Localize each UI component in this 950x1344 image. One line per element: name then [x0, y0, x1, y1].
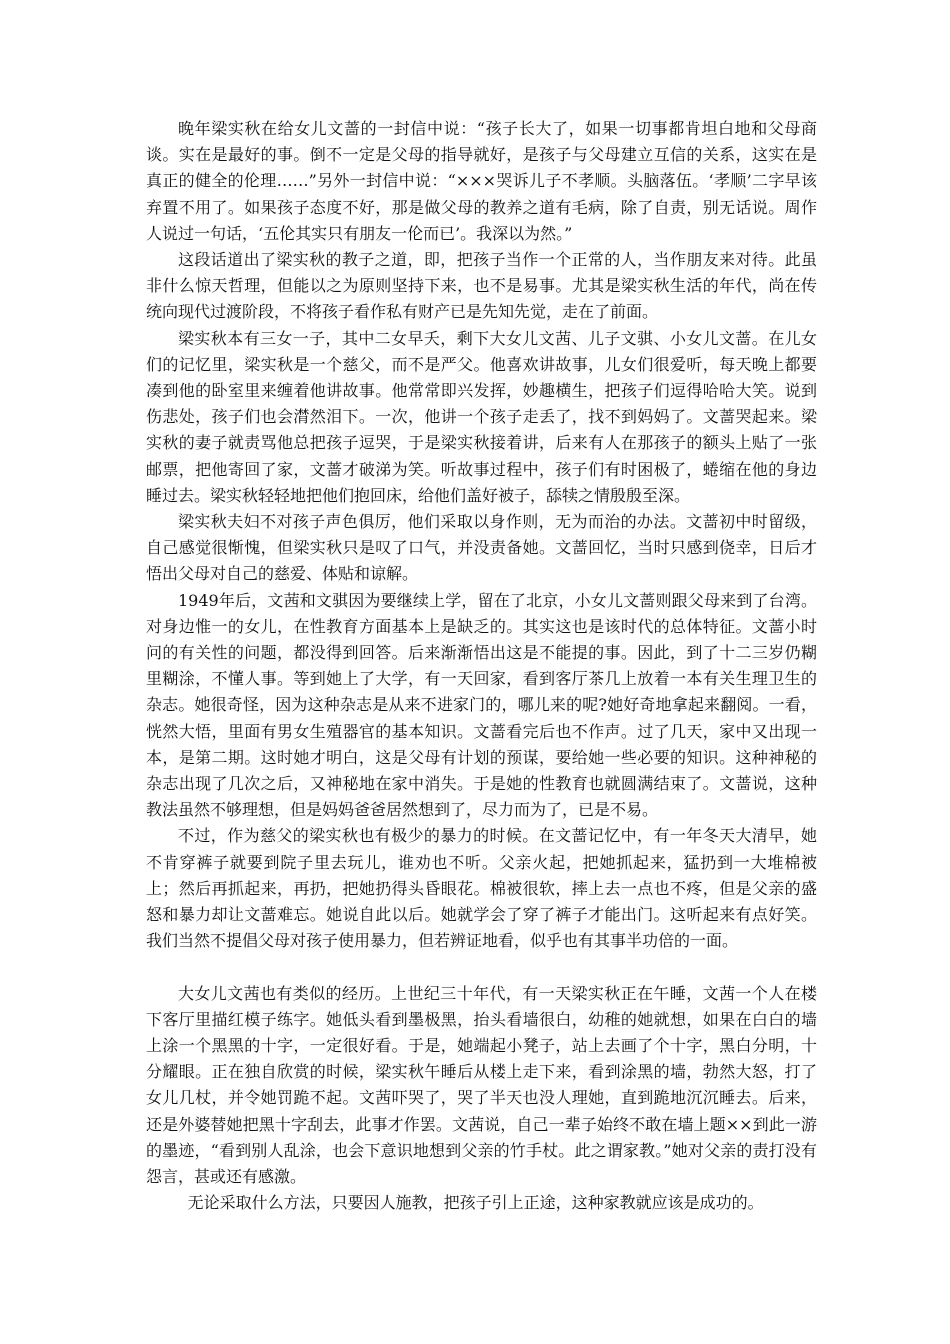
paragraph-spacer [146, 955, 817, 981]
paragraph-parenting-philosophy: 这段话道出了梁实秋的教子之道，即，把孩子当作一个正常的人，当作朋友来对待。此虽非什么惊天哲理，但能以之为原则坚持下来，也不是易事。尤其是梁实秋生活的年代，尚在传统向现代过渡阶段，不将孩子看作私有财产已是先知先觉，走在了前面。 [146, 250, 817, 322]
paragraph-example: 梁实秋夫妇不对孩子声色俱厉，他们采取以身作则，无为而治的办法。文蔷初中时留级，自己感觉很惭愧，但梁实秋只是叹了口气，并没责备她。文蔷回忆，当时只感到侥幸，日后才悟出父母对自己的慈爱、体贴和谅解。 [146, 512, 817, 584]
paragraph-wenxi-story: 大女儿文茜也有类似的经历。上世纪三十年代，有一天梁实秋正在午睡，文茜一个人在楼下客厅里描红模子练字。她低头看到墨极黑，抬头看墙很白，幼稚的她就想，如果在白白的墙上涂一个黑黑的十字，一定很好看。于是，她端起小凳子，站上去画了个十字，黑白分明，十分耀眼。正在独自欣赏的时候，梁实秋午睡后从楼上走下来，看到涂黑的墙，勃然大怒，打了女儿几杖，并令她罚跪不起。文茜吓哭了，哭了半天也没人理她，直到跪地沉沉睡去。后来，还是外婆替她把黑十字刮去，此事才作罢。文茜说，自己一辈子始终不敢在墙上题××到此一游的墨迹，“看到别人乱涂，也会下意识地想到父亲的竹手杖。此之谓家教。”她对父亲的责打没有怨言，甚或还有感激。 [146, 983, 817, 1186]
document-body [146, 116, 817, 1216]
paragraph-storytelling: 梁实秋本有三女一子，其中二女早夭，剩下大女儿文茜、儿子文骐、小女儿文蔷。在儿女们的记忆里，梁实秋是一个慈父，而不是严父。他喜欢讲故事，儿女们很爱听，每天晚上都要凑到他的卧室里来缠着他讲故事。他常常即兴发挥，妙趣横生，把孩子们逗得哈哈大笑。说到伤悲处，孩子们也会潸然泪下。一次，他讲一个孩子走丢了，找不到妈妈了。文蔷哭起来。梁实秋的妻子就责骂他总把孩子逗哭，于是梁实秋接着讲，后来有人在那孩子的额头上贴了一张邮票，把他寄回了家，文蔷才破涕为笑。听故事过程中，孩子们有时困极了，蜷缩在他的身边睡过去。梁实秋轻轻地把他们抱回床，给他们盖好被子，舔犊之情殷殷至深。 [146, 328, 817, 505]
paragraph-conclusion: 无论采取什么方法，只要因人施教，把孩子引上正途，这种家教就应该是成功的。 [187, 1193, 764, 1213]
paragraph-rare-anger: 不过，作为慈父的梁实秋也有极少的暴力的时候。在文蔷记忆中，有一年冬天大清早，她不肯穿裤子就要到院子里去玩儿，谁劝也不听。父亲火起，把她抓起来，猛扔到一大堆棉被上；然后再抓起来，再扔，把她扔得头昏眼花。棉被很软，摔上去一点也不疼，但是父亲的盛怒和暴力却让文蔷难忘。她说自此以后。她就学会了穿了裤子才能出门。这听起来有点好笑。我们当然不提倡父母对孩子使用暴力，但若辨证地看，似乎也有其事半功倍的一面。 [146, 826, 817, 951]
paragraph-letters: 晚年梁实秋在给女儿文蔷的一封信中说：“孩子长大了，如果一切事都肯坦白地和父母商谈。实在是最好的事。倒不一定是父母的指导就好，是孩子与父母建立互信的关系，这实在是真正的健全的伦理……”另外一封信中说：“×××哭诉儿子不孝顺。头脑落伍。‘孝顺’二字早该弃置不用了。如果孩子态度不好，那是做父母的教养之道有毛病，除了自责，别无话说。周作人说过一句话，‘五伦其实只有朋友一伦而已’。我深以为然。” [146, 119, 817, 243]
paragraph-sex-education: 1949年后，文茜和文骐因为要继续上学，留在了北京，小女儿文蔷则跟父母来到了台湾。对身边惟一的女儿，在性教育方面基本上是缺乏的。其实这也是该时代的总体特征。文蔷小时问的有关性的问题，都没得到回答。后来渐渐悟出这是不能提的事。因此，到了十二三岁仍糊里糊涂，不懂人事。等到她上了大学，有一天回家，看到客厅茶几上放着一本有关生理卫生的杂志。她很奇怪，因为这种杂志是从来不进家门的，哪儿来的呢?她好奇地拿起来翻阅。一看，恍然大悟，里面有男女生殖器官的基本知识。文蔷看完后也不作声。过了几天，家中又出现一本，是第二期。这时她才明白，这是父母有计划的预谋，要给她一些必要的知识。这种神秘的杂志出现了几次之后，又神秘地在家中消失。于是她的性教育也就圆满结束了。文蔷说，这种教法虽然不够理想，但是妈妈爸爸居然想到了，尽力而为了，已是不易。 [146, 590, 817, 820]
